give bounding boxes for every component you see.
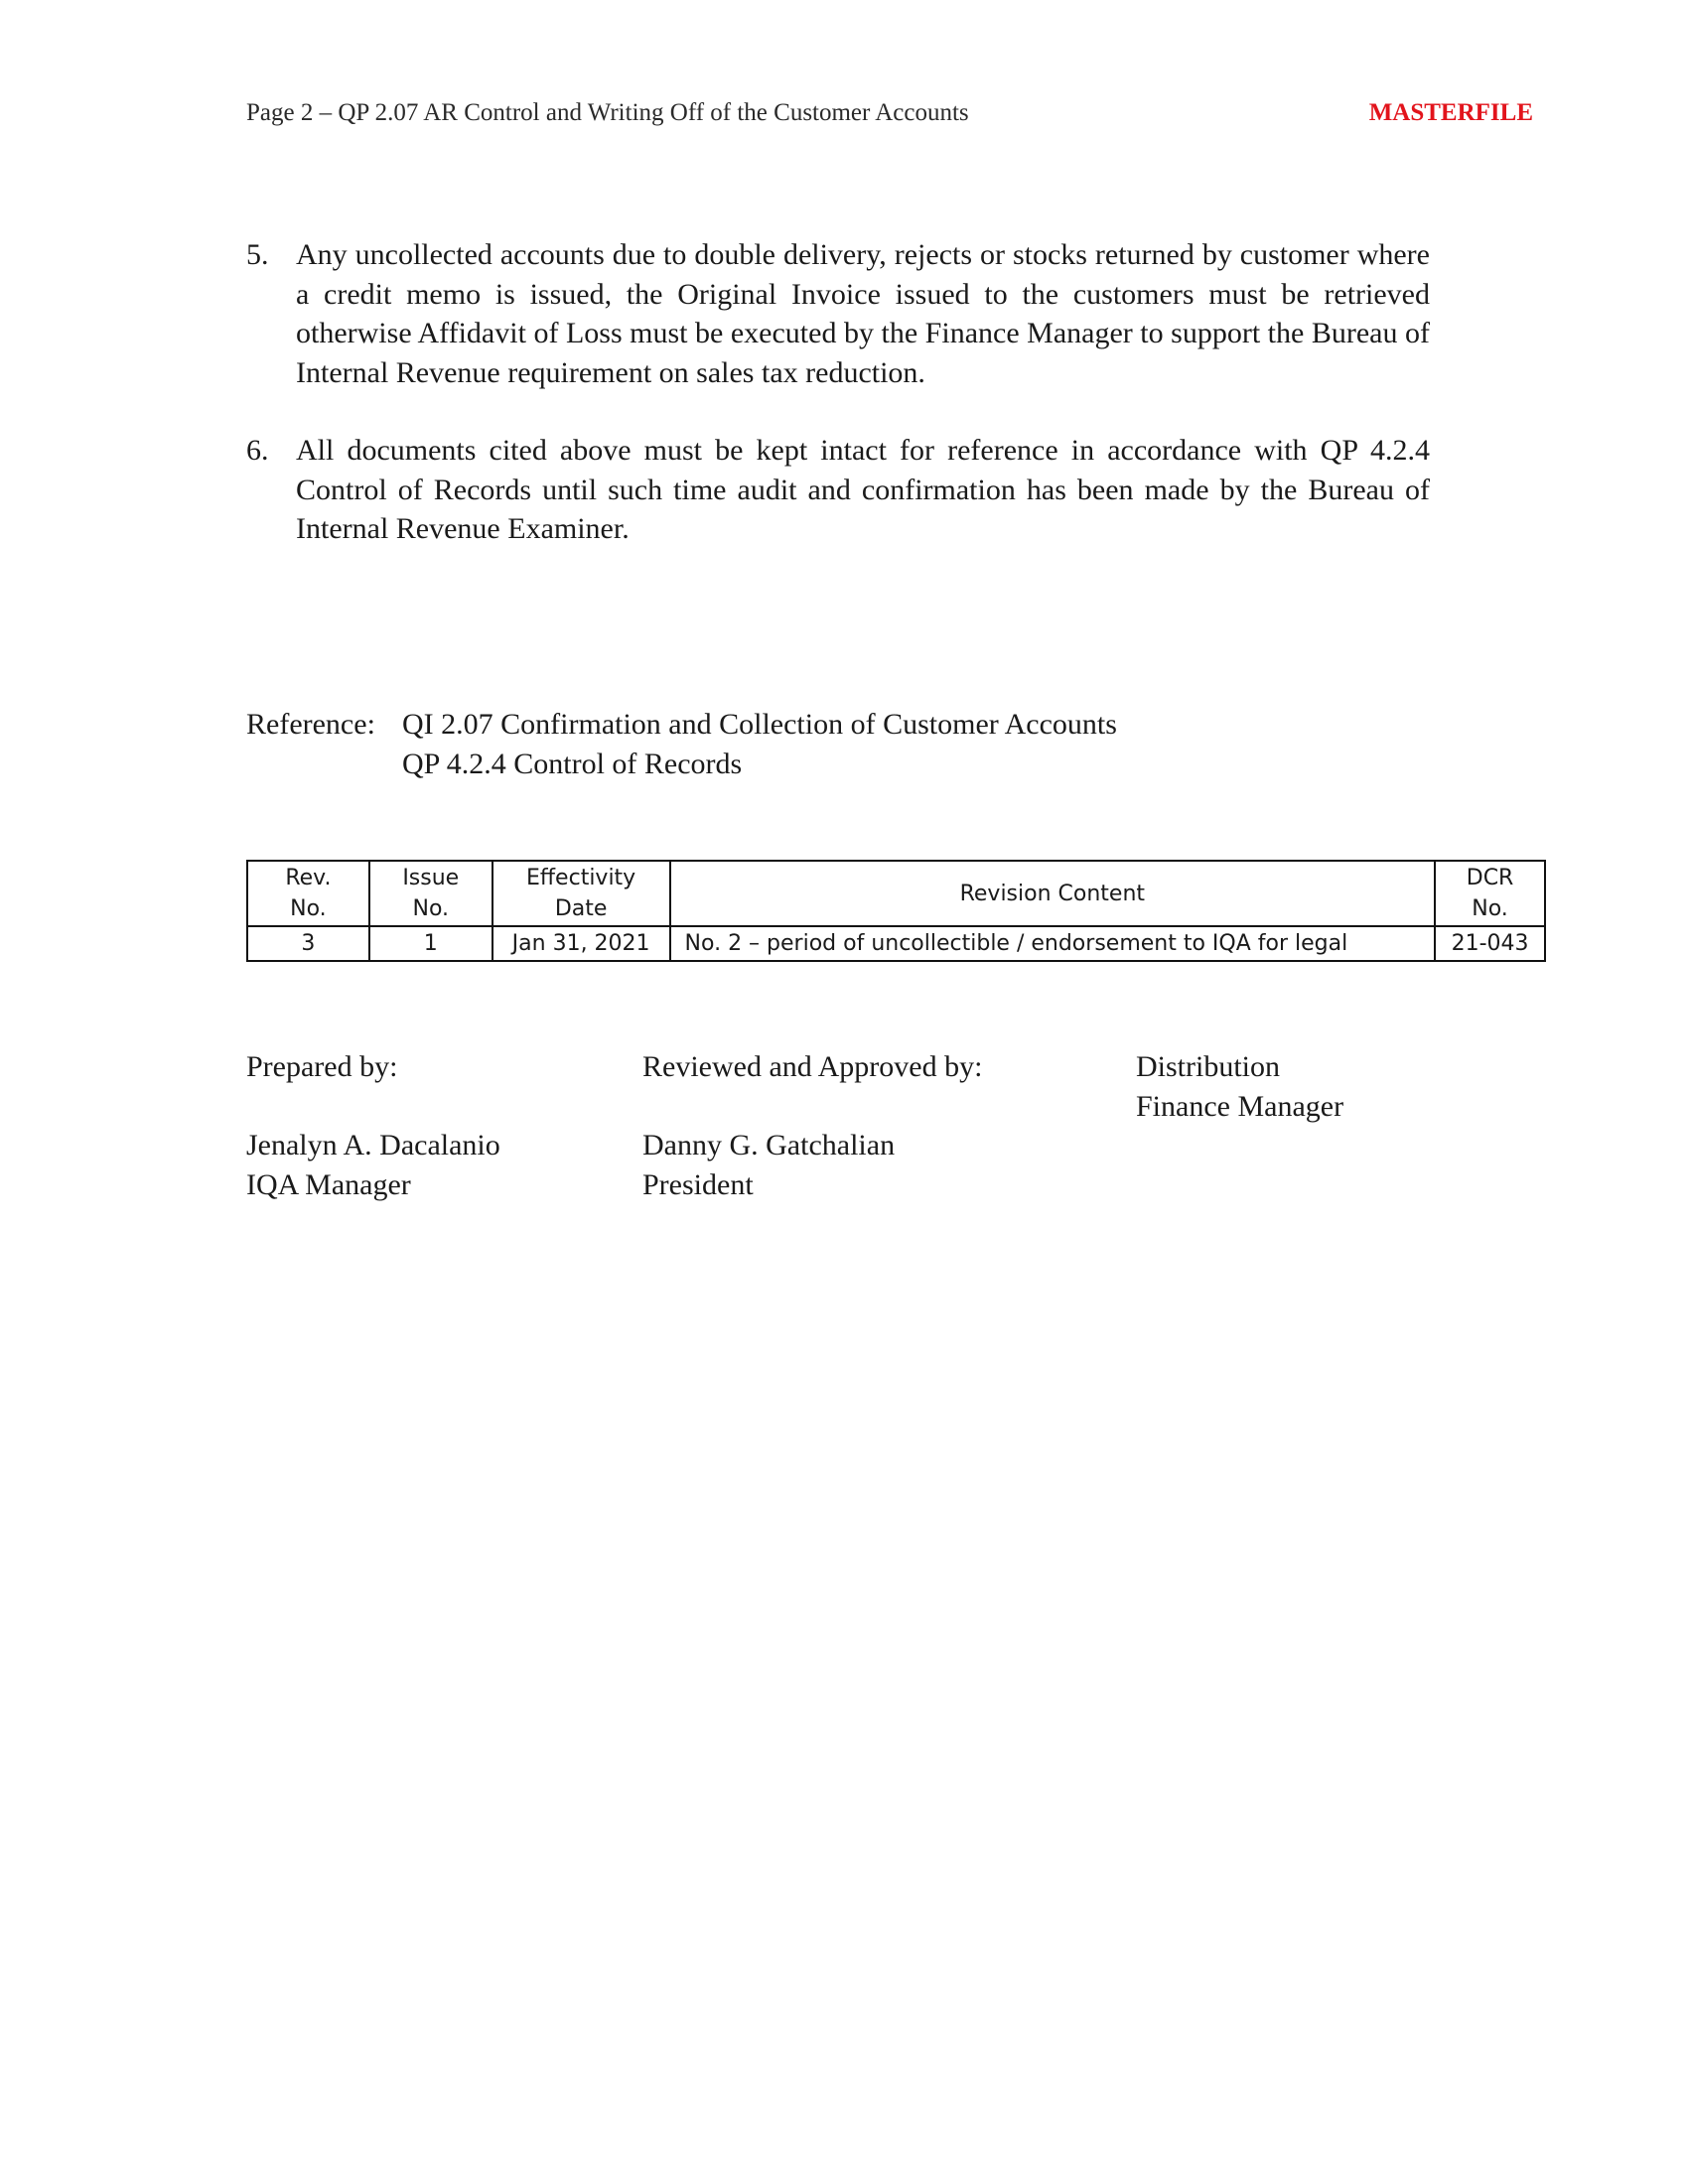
reference-label: Reference:: [246, 708, 375, 741]
table-header-row: [247, 861, 1545, 926]
reviewer-name: Danny G. Gatchalian: [642, 1129, 896, 1161]
revision-content-cell: No. 2 – period of uncollectible / endorsement to IQA for legal: [670, 926, 1436, 961]
list-item-number: 6.: [246, 434, 269, 467]
list-item-number: 5.: [246, 238, 269, 271]
list-item-text: Any uncollected accounts due to double delivery, rejects or stocks returned by customer where a credit memo is issued, the Original Invoice issued to the customers must be retrieved otherwise Affidavit of Loss must be executed by the Finance Manager to support the Bureau of Internal Revenue requirement on sales tax reduction.: [296, 238, 1430, 389]
dcr-no-header: DCR No.: [1435, 861, 1545, 926]
revision-content-header: Revision Content: [670, 861, 1436, 926]
issue-no-cell: 1: [369, 926, 492, 961]
reviewed-by-label: Reviewed and Approved by:: [642, 1050, 983, 1083]
issue-no-header: Issue No.: [369, 861, 492, 926]
preparer-name: Jenalyn A. Dacalanio: [246, 1129, 500, 1161]
list-item-text: All documents cited above must be kept intact for reference in accordance with QP 4.2.4 Control of Records until such time audit and confirmation has been made by the Bureau of Internal Revenue Examiner.: [296, 434, 1430, 545]
rev-no-header: Rev. No.: [247, 861, 369, 926]
reviewed-by-block: [642, 1047, 982, 1204]
dcr-no-cell: 21-043: [1435, 926, 1545, 961]
list-item: [246, 431, 1430, 549]
list-item: [246, 235, 1430, 392]
rev-no-cell: 3: [247, 926, 369, 961]
masterfile-stamp: MASTERFILE: [1368, 99, 1533, 126]
procedure-list: [246, 235, 1430, 588]
revision-table: [246, 860, 1546, 962]
header-title: Page 2 – QP 2.07 AR Control and Writing Off of the Customer Accounts: [246, 99, 969, 126]
prepared-by-block: [246, 1047, 500, 1204]
reviewer-title: President: [642, 1167, 754, 1201]
table-row: [247, 926, 1545, 961]
reference-section: [246, 705, 1117, 783]
page-header: [246, 99, 1533, 135]
distribution-label: Distribution: [1136, 1050, 1281, 1083]
effectivity-date-header: Effectivity Date: [492, 861, 670, 926]
reference-line: QI 2.07 Confirmation and Collection of Customer Accounts: [402, 708, 1117, 741]
effectivity-date-cell: Jan 31, 2021: [492, 926, 670, 961]
distribution-recipient: Finance Manager: [1136, 1089, 1344, 1123]
prepared-by-label: Prepared by:: [246, 1050, 398, 1083]
preparer-title: IQA Manager: [246, 1167, 411, 1201]
reference-line: QP 4.2.4 Control of Records: [402, 747, 743, 780]
distribution-block: [1136, 1047, 1343, 1126]
